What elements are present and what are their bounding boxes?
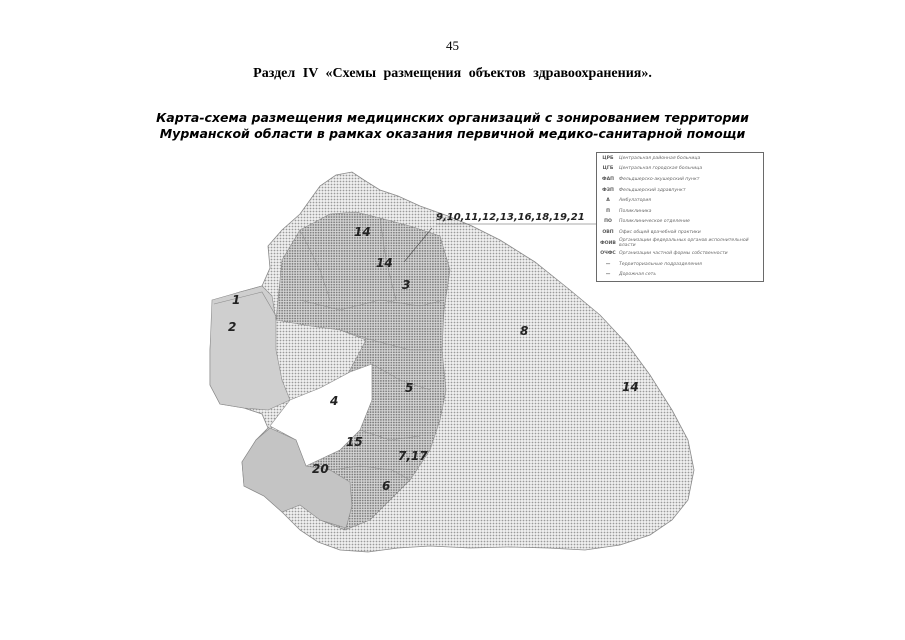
legend-text: Фельдшерский здравпункт [619,187,686,193]
legend-row [597,270,763,281]
legend-text: Поликлиника [619,208,652,214]
zone-label-2: 2 [228,320,237,334]
legend-row [597,248,763,259]
zone-label-5: 5 [405,381,414,395]
legend-code: ПО [604,219,612,225]
legend-code: — [605,261,611,267]
legend-row [597,227,763,238]
page-number: 45 [446,38,459,53]
legend-code: ОВП [602,229,614,235]
zone-cluster-label: 9,10,11,12,13,16,18,19,21 [436,212,585,223]
legend-code: П [606,208,610,214]
legend-row [597,174,763,185]
zone-label-6: 6 [382,479,391,493]
legend-text: Офис общей врачебной практики [619,229,701,235]
legend-text: Поликлиническое отделение [619,219,690,225]
map-title-line-2: Мурманской области в рамках оказания первичной медико-санитарной помощи [159,126,746,141]
section-title: Раздел IV «Схемы размещения объектов здравоохранения». [253,66,652,81]
zone-label-3: 3 [402,278,411,292]
zone-label-8: 8 [520,324,529,338]
legend-text: Центральная районная больница [619,155,701,161]
legend-text: Амбулатория [619,198,652,204]
legend-code: ФОИВ [600,240,616,246]
zone-label-14-top: 14 [354,225,371,239]
legend-row [597,164,763,175]
zone-label-4: 4 [330,394,339,408]
legend-row [597,153,763,164]
legend-code: ФАП [602,176,614,182]
legend-text: Организации федеральных органов исполнительной власти [619,238,749,249]
zone-label-1: 1 [232,293,241,307]
map-legend [596,152,764,282]
legend-row [597,259,763,270]
legend-text: Организации частной формы собственности [619,251,728,257]
legend-row [597,217,763,228]
zone-label-20: 20 [312,462,329,476]
legend-row [597,206,763,217]
zone-label-7-17: 7,17 [398,449,428,463]
legend-code: — [605,272,611,278]
legend-row [597,185,763,196]
legend-text: Фельдшерско-акушерский пункт [619,176,700,182]
zone-label-15: 15 [346,435,363,449]
map-title-line-1: Карта-схема размещения медицинских организаций с зонированием территории [156,110,749,125]
legend-row [597,238,763,249]
legend-code: ОЧФС [600,251,616,257]
legend-code: ФЗП [602,187,614,193]
legend-code: ЦРБ [602,155,614,161]
legend-code: ЦГБ [602,166,614,172]
legend-text: Дорожная сеть [619,272,657,278]
legend-text: Территориальные подразделения [619,261,702,267]
legend-code: А [606,198,610,204]
zone-label-14-east: 14 [622,380,639,394]
legend-text: Центральная городская больница [619,166,703,172]
legend-row [597,195,763,206]
zone-label-14-mid: 14 [376,256,393,270]
